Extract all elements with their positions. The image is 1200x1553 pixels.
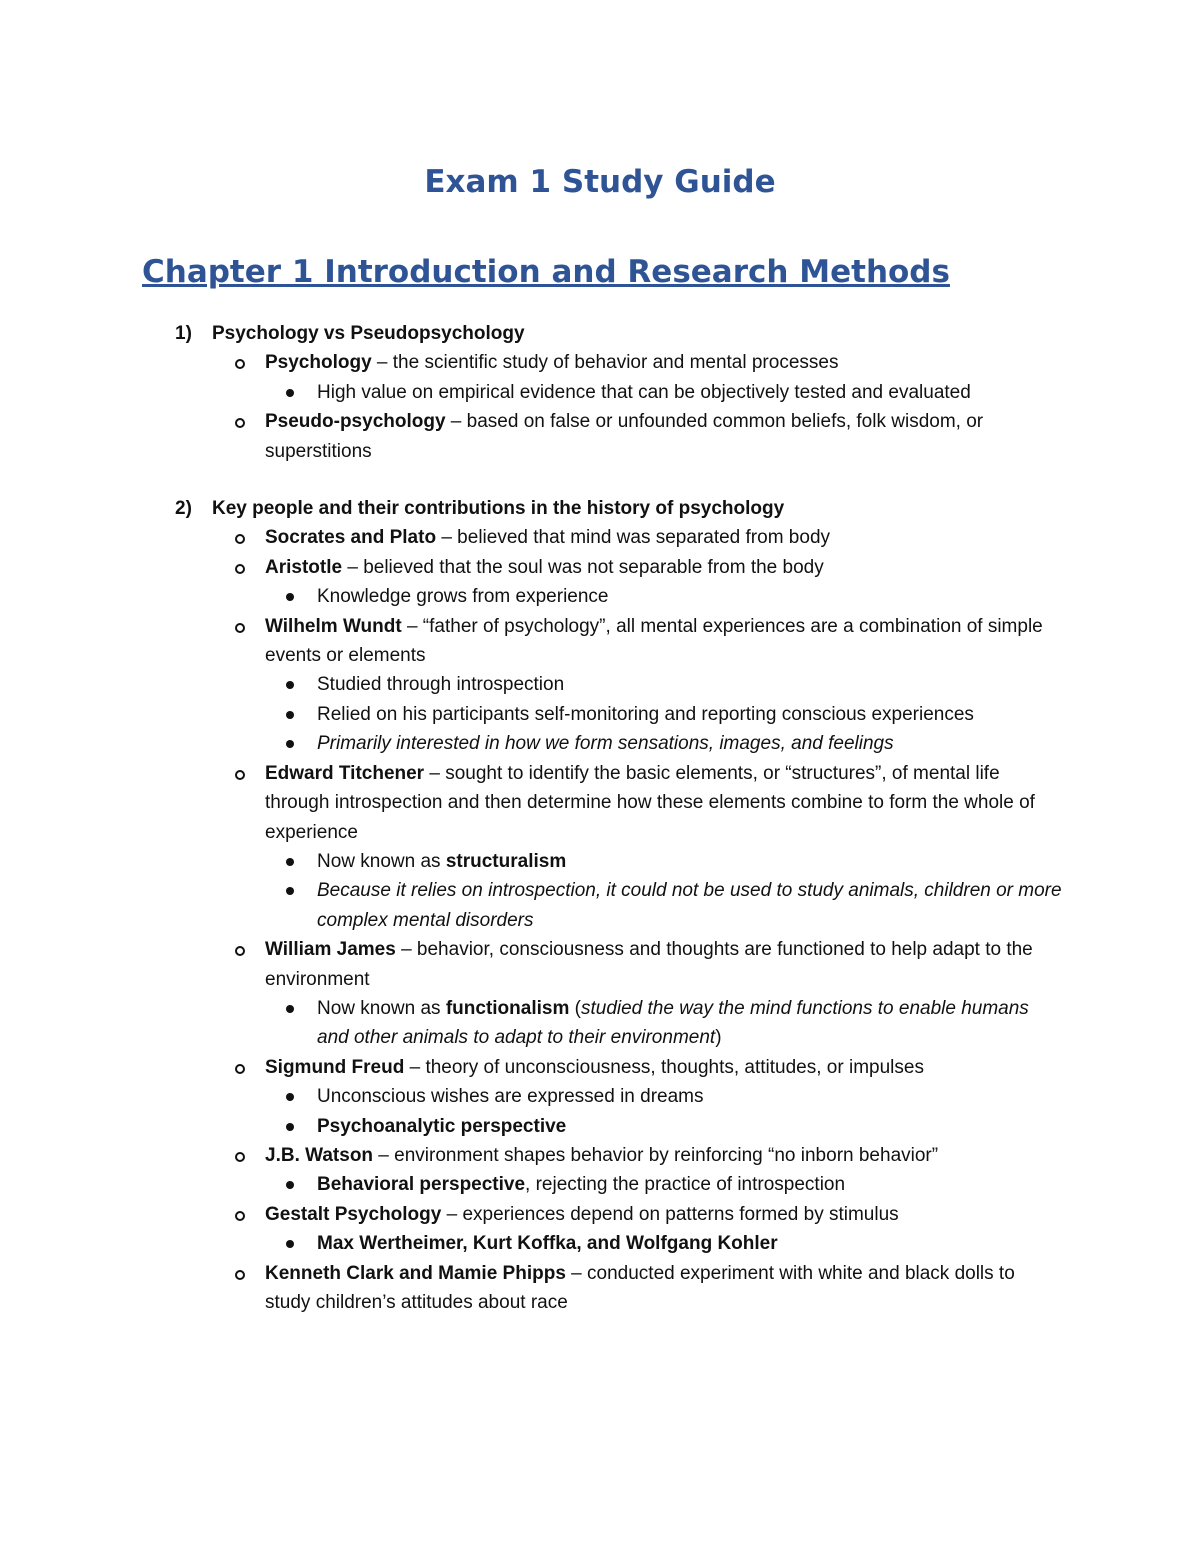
section-title: Psychology vs Pseudopsychology (212, 323, 525, 344)
item-text: – believed that the soul was not separable from the body (342, 556, 824, 578)
sub-item-bold: Max Wertheimer, Kurt Koffka, and Wolfgang Kohler (317, 1233, 778, 1255)
sub-item-text: Now known as (317, 997, 446, 1019)
sub-item-bold: Behavioral perspective (317, 1174, 526, 1196)
sub-item-text: , rejecting the practice of introspection (525, 1174, 846, 1196)
list-item (265, 348, 1065, 407)
item-term: J.B. Watson (265, 1144, 374, 1166)
sub-item-italic: Because it relies on introspection, it could not be used to study animals, children or more complex mental disorders (317, 880, 1062, 931)
bullet-icon (286, 1005, 294, 1013)
hollow-bullet-icon (235, 946, 245, 956)
item-term: Sigmund Freud (265, 1056, 405, 1078)
document-title: Exam 1 Study Guide (424, 164, 776, 200)
sub-item-text: Studied through introspection (317, 674, 565, 696)
section-number: 1) (175, 323, 192, 344)
sub-list (265, 1229, 1065, 1258)
sub-list (265, 670, 1065, 758)
list-item (265, 1200, 1065, 1259)
sub-list (265, 1170, 1065, 1199)
hollow-bullet-icon (235, 770, 245, 780)
sub-item (317, 1229, 1065, 1258)
item-text: – environment shapes behavior by reinforcing “no inborn behavior” (373, 1144, 939, 1166)
sub-item-bold: structuralism (445, 850, 567, 872)
hollow-bullet-icon (235, 1152, 245, 1162)
sub-list (265, 582, 1065, 611)
bullet-icon (286, 1181, 294, 1189)
sub-item (317, 670, 1065, 699)
list-item (265, 523, 1065, 552)
bullet-icon (286, 1123, 294, 1131)
item-term: Psychology (265, 352, 372, 374)
section-number: 2) (175, 498, 192, 520)
sub-list (265, 847, 1065, 935)
sub-item-italic: studied the way the mind functions to enable humans and other animals to adapt to their environment (317, 997, 1029, 1049)
list-item (265, 1141, 1065, 1200)
bullet-icon (286, 1093, 294, 1101)
sub-item (317, 700, 1065, 729)
item-term: Socrates and Plato (265, 527, 437, 549)
item-text: – behavior, consciousness and thoughts are functioned to help adapt to the environment (265, 939, 1033, 990)
bullet-icon (286, 740, 294, 748)
item-text: – “father of psychology”, all mental experiences are a combination of simple events or elements (265, 615, 1043, 667)
item-term: Pseudo-psychology (265, 411, 446, 433)
list-item (265, 759, 1065, 935)
sub-list (265, 1082, 1065, 1141)
sub-item-text: High value on empirical evidence that can be objectively tested and evaluated (317, 381, 971, 403)
sub-item (317, 994, 1065, 1053)
item-text: – the scientific study of behavior and mental processes (371, 352, 839, 374)
sub-item-text: ( (569, 997, 581, 1019)
sub-item (317, 1112, 1065, 1141)
study-guide-content (175, 319, 1065, 1317)
item-text: – conducted experiment with white and black dolls to study children’s attitudes about race (265, 1262, 1015, 1313)
item-text: – sought to identify the basic elements, or “structures”, of mental life through introspection and then determine how these elements combine to form the whole of experience (265, 762, 1035, 843)
sub-item-text: Now known as (317, 850, 446, 872)
bullet-icon (286, 389, 294, 397)
hollow-bullet-icon (235, 1211, 245, 1221)
section-title: Key people and their contributions in the history of psychology (212, 498, 785, 520)
sub-item-bold: functionalism (445, 997, 570, 1019)
bullet-icon (286, 887, 294, 895)
item-term: William James (265, 939, 396, 961)
sub-item (317, 378, 1065, 407)
list-item (265, 935, 1065, 1053)
hollow-bullet-icon (235, 418, 245, 428)
sub-item (317, 729, 1065, 758)
item-text: – believed that mind was separated from body (436, 527, 831, 549)
sub-item-text: ) (715, 1027, 722, 1049)
sub-item-bold: Psychoanalytic perspective (317, 1115, 567, 1137)
hollow-bullet-icon (235, 1270, 245, 1280)
hollow-bullet-icon (235, 359, 245, 369)
hollow-bullet-icon (235, 534, 245, 544)
item-term: Wilhelm Wundt (265, 615, 402, 637)
sub-item-text: Unconscious wishes are expressed in dreams (317, 1086, 704, 1108)
item-text: – experiences depend on patterns formed by stimulus (441, 1203, 899, 1225)
sub-item (317, 582, 1065, 611)
sub-item-text: Knowledge grows from experience (317, 586, 609, 608)
sub-item (317, 1082, 1065, 1111)
list-item (265, 1053, 1065, 1141)
topic-list (212, 523, 1065, 1317)
hollow-bullet-icon (235, 564, 245, 574)
list-item (265, 553, 1065, 612)
sub-list (265, 378, 1065, 407)
sub-list (265, 994, 1065, 1053)
sub-item-text: Relied on his participants self-monitoring and reporting conscious experiences (317, 703, 974, 725)
sub-item (317, 1170, 1065, 1199)
section (175, 319, 1065, 466)
section (175, 494, 1065, 1317)
hollow-bullet-icon (235, 623, 245, 633)
chapter-heading: Chapter 1 Introduction and Research Methods (142, 254, 950, 290)
bullet-icon (286, 1240, 294, 1248)
list-item (265, 1259, 1065, 1318)
list-item (265, 407, 1065, 466)
item-term: Kenneth Clark and Mamie Phipps (265, 1262, 566, 1284)
sub-item (317, 847, 1065, 876)
topic-list (212, 348, 1065, 466)
bullet-icon (286, 593, 294, 601)
sub-item (317, 876, 1065, 935)
item-text: – based on false or unfounded common beliefs, folk wisdom, or superstitions (265, 411, 984, 462)
item-term: Edward Titchener (265, 762, 425, 784)
sub-item-italic: Primarily interested in how we form sensations, images, and feelings (317, 733, 894, 755)
bullet-icon (286, 711, 294, 719)
item-text: – theory of unconsciousness, thoughts, attitudes, or impulses (404, 1056, 924, 1078)
list-item (265, 612, 1065, 759)
bullet-icon (286, 681, 294, 689)
item-term: Aristotle (265, 556, 343, 578)
hollow-bullet-icon (235, 1064, 245, 1074)
bullet-icon (286, 858, 294, 866)
item-term: Gestalt Psychology (265, 1203, 442, 1225)
